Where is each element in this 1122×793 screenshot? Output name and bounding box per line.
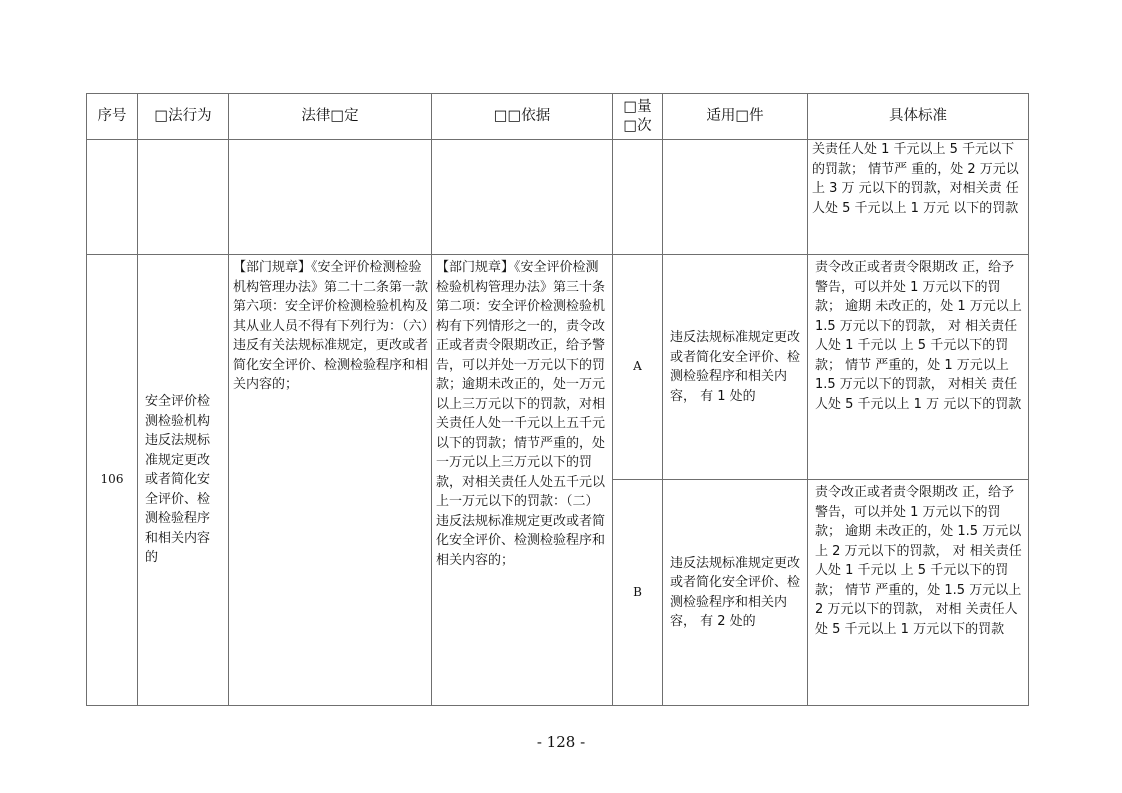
entry-number: 106 bbox=[100, 472, 124, 487]
header-legal-provision: 法律□定 bbox=[229, 94, 432, 140]
carry-level-cell bbox=[613, 140, 663, 255]
entry-number-cell bbox=[87, 255, 138, 706]
level-a-cell bbox=[613, 255, 663, 480]
penalty-basis-text: 【部门规章】《安全评价检测检验机构管理办法》第三十条第二项：安全评价检测检验机构有下列情形之一的，责令改正或者责令限期改正，给予警告，可以并处一万元以下的罚款；逾期未改正的，处一万元以上三万元以下的罚款，对相关责任人处一千元以上五千元以下的罚款；情节严重的，处一万元以上三万元以下的罚款，对相关责任人处五千元以上一万元以下的罚款：（二）违反法规标准规定更改或者简化安全评价、检测检验程序和相关内容的； bbox=[436, 260, 606, 568]
header-level-text: □量 □次 bbox=[623, 98, 652, 134]
carry-legal-cell bbox=[229, 140, 432, 255]
header-level bbox=[613, 94, 663, 140]
penalty-basis-cell bbox=[432, 255, 613, 706]
condition-b-cell bbox=[663, 480, 808, 706]
standard-a-text: 责令改正或者责令限期改 正，给予警告，可以并处 1 万元以下的罚款； 逾期 未改正的，处 1 万元以上 1.5 万元以下的罚款， 对 相关责任人处 1 千元以 上 5 千元以下的罚款； 情节 严重的，处 1 万元以上 1.5 万元以下的罚款， 对相关 责任人处 5 千元以上 1 万 元以下的罚款 bbox=[815, 260, 1022, 412]
carry-standard-text: 关责任人处 1 千元以上 5 千元以下的罚款； 情节严 重的，处 2 万元以上 3 万 元以下的罚款，对相关责 任人处 5 千元以上 1 万元 以下的罚款 bbox=[812, 142, 1019, 216]
header-penalty-basis: □□依据 bbox=[432, 94, 613, 140]
header-standard: 具体标准 bbox=[808, 94, 1029, 140]
violation-text: 安全评价检测检验机构违反法规标准规定更改或者简化安全评价、检测检验程序和相关内容的 bbox=[145, 394, 211, 566]
page-number: - 128 - bbox=[536, 733, 586, 751]
level-b: B bbox=[633, 584, 642, 599]
legal-provision-text: 【部门规章】《安全评价检测检验机构管理办法》第二十二条第一款第六项：安全评价检测检验机构及其从业人员不得有下列行为：（六）违反有关法规标准规定，更改或者简化安全评价、检测检验程序和相关内容的； bbox=[233, 260, 429, 392]
standard-b-cell bbox=[808, 480, 1029, 706]
carry-number-cell bbox=[87, 140, 138, 255]
standard-a-cell bbox=[808, 255, 1029, 480]
carry-condition-cell bbox=[663, 140, 808, 255]
carry-standard-cell bbox=[808, 140, 1029, 255]
condition-a-text: 违反法规标准规定更改或者简化安全评价、检测检验程序和相关内容， 有 1 处的 bbox=[670, 330, 801, 404]
level-b-cell bbox=[613, 480, 663, 706]
header-number: 序号 bbox=[87, 94, 138, 140]
carry-violation-cell bbox=[138, 140, 229, 255]
level-a: A bbox=[633, 359, 642, 374]
condition-b-text: 违反法规标准规定更改或者简化安全评价、检测检验程序和相关内容， 有 2 处的 bbox=[670, 555, 801, 629]
violation-cell bbox=[138, 255, 229, 706]
standard-b-text: 责令改正或者责令限期改 正，给予警告，可以并处 1 万元以下的罚款； 逾期 未改正的，处 1.5 万元以 上 2 万元以下的罚款， 对 相关责任人处 1 千元以 上 5 千元以下的罚款； 情节 严重的，处 1.5 万元以上 2 万元以下的罚款， 对相 关责任人处 5 千元以上 1 万元以下的罚款 bbox=[815, 485, 1022, 637]
carry-over-row bbox=[87, 140, 1029, 255]
carry-basis-cell bbox=[432, 140, 613, 255]
header-row bbox=[87, 94, 1029, 140]
legal-provision-cell bbox=[229, 255, 432, 706]
penalty-standard-table bbox=[86, 93, 1029, 706]
condition-a-cell bbox=[663, 255, 808, 480]
header-condition: 适用□件 bbox=[663, 94, 808, 140]
entry-row-a bbox=[87, 255, 1029, 480]
header-violation: □法行为 bbox=[138, 94, 229, 140]
